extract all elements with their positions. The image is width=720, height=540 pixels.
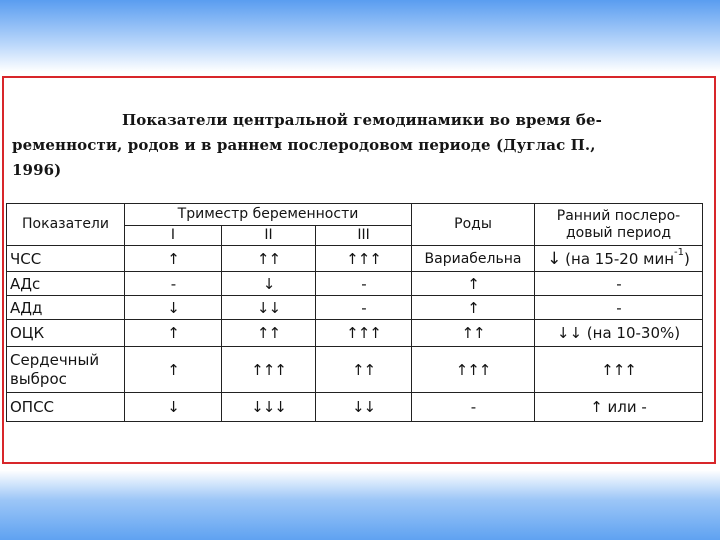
cell-postpartum: ↓↓ (на 10-30%): [535, 320, 703, 347]
cell-postpartum: ↑ или -: [535, 393, 703, 422]
cell-trimester-2: ↑↑: [222, 246, 316, 272]
header-labor: Роды: [412, 204, 535, 246]
table-row: [7, 320, 703, 347]
cell-labor: ↑↑: [412, 320, 535, 347]
cell-trimester-3: -: [316, 296, 412, 320]
cell-trimester-1: ↑: [125, 320, 222, 347]
row-label: Сердечный выброс: [7, 347, 125, 393]
cell-trimester-1: ↑: [125, 246, 222, 272]
header-indicator: Показатели: [7, 204, 125, 246]
table-row: [7, 347, 703, 393]
header-trimester-3: III: [316, 226, 412, 246]
cell-postpartum: -: [535, 272, 703, 296]
cell-trimester-1: ↑: [125, 347, 222, 393]
cell-trimester-3: ↑↑: [316, 347, 412, 393]
header-trimester-2: II: [222, 226, 316, 246]
cell-labor: ↑: [412, 296, 535, 320]
cell-labor: -: [412, 393, 535, 422]
hemodynamics-table: [6, 203, 703, 422]
header-postpartum-line-1: Ранний послеро-: [556, 207, 681, 224]
row-label: АДд: [7, 296, 125, 320]
header-row: [7, 204, 703, 226]
cell-trimester-2: ↓↓: [222, 296, 316, 320]
cell-labor: Вариабельна: [412, 246, 535, 272]
table-row: [7, 393, 703, 422]
cell-trimester-1: ↓: [125, 296, 222, 320]
heading-line-1: Показатели центральной гемодинамики во время бе-: [122, 111, 602, 129]
cell-postpartum-arrow: ↓: [547, 248, 561, 269]
slide-frame: [2, 76, 716, 464]
cell-trimester-2: ↑↑: [222, 320, 316, 347]
heading-line-3: 1996): [12, 161, 62, 179]
row-label: ЧСС: [7, 246, 125, 272]
cell-trimester-3: ↑↑↑: [316, 246, 412, 272]
row-label: ОПСС: [7, 393, 125, 422]
header-trimester: Триместр беременности: [125, 204, 412, 226]
cell-trimester-3: ↓↓: [316, 393, 412, 422]
cell-trimester-3: -: [316, 272, 412, 296]
table-row: [7, 272, 703, 296]
header-postpartum: [535, 204, 703, 246]
cell-postpartum: [535, 246, 703, 272]
row-label: ОЦК: [7, 320, 125, 347]
cell-trimester-2: ↓: [222, 272, 316, 296]
cell-labor: ↑: [412, 272, 535, 296]
header-trimester-1: I: [125, 226, 222, 246]
table-row: [7, 296, 703, 320]
cell-postpartum: -: [535, 296, 703, 320]
cell-postpartum: ↑↑↑: [535, 347, 703, 393]
table-row: [7, 246, 703, 272]
heading-line-2: ременности, родов и в раннем послеродовом периоде (Дуглас П.,: [12, 136, 596, 154]
row-label: АДс: [7, 272, 125, 296]
cell-postpartum-sup: -1: [674, 246, 685, 258]
header-postpartum-line-2: довый период: [565, 224, 672, 241]
cell-trimester-2: ↓↓↓: [222, 393, 316, 422]
cell-labor: ↑↑↑: [412, 347, 535, 393]
cell-trimester-1: -: [125, 272, 222, 296]
cell-postpartum-close: ): [684, 249, 690, 268]
cell-trimester-3: ↑↑↑: [316, 320, 412, 347]
cell-postpartum-note: (на 15-20 мин: [565, 249, 675, 268]
cell-trimester-2: ↑↑↑: [222, 347, 316, 393]
cell-trimester-1: ↓: [125, 393, 222, 422]
slide-heading: [12, 108, 712, 183]
